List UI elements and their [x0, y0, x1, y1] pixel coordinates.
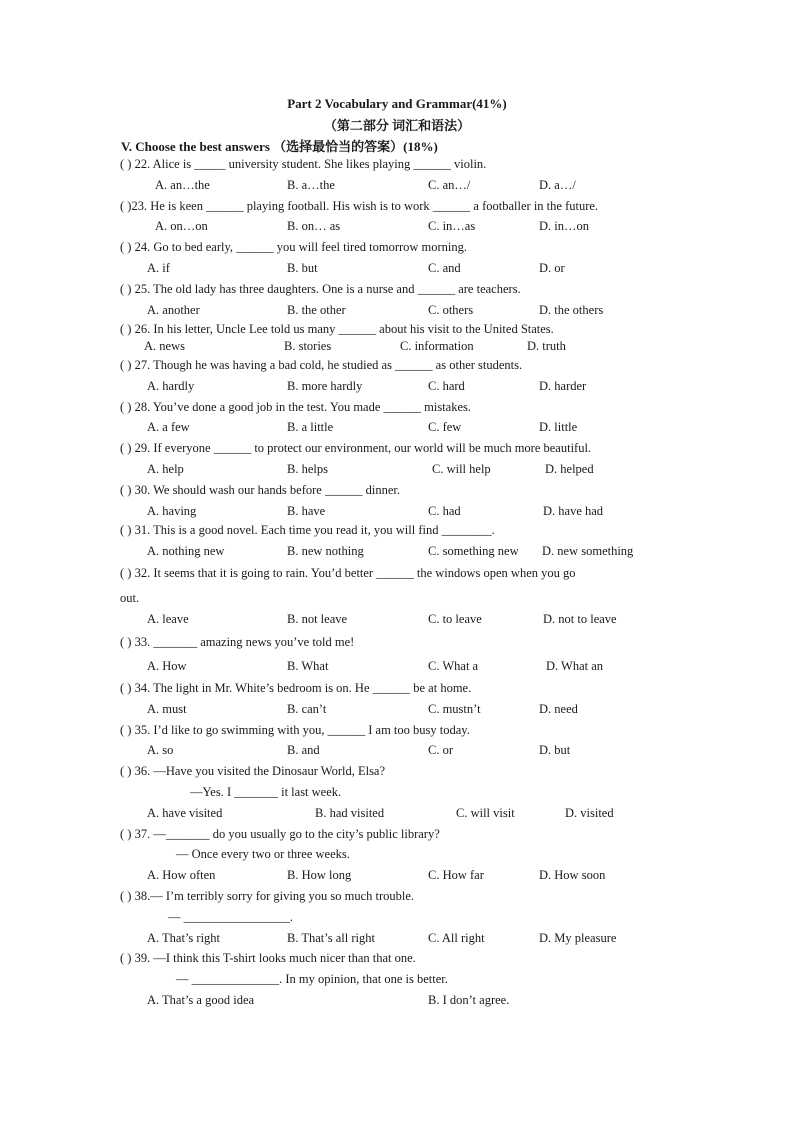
question-28-stem: ( ) 28. You’ve done a good job in the test. You made ______ mistakes. [120, 400, 472, 414]
question-39-response: — ______________. In my opinion, that one is better. [176, 972, 448, 986]
q23-option-b: B. on… as [287, 219, 341, 233]
question-25-stem: ( ) 25. The old lady has three daughters. One is a nurse and ______ are teachers. [120, 282, 521, 296]
q22-option-a: A. an…the [155, 178, 210, 192]
q26-option-d: D. truth [527, 339, 566, 353]
question-24-stem: ( ) 24. Go to bed early, ______ you will feel tired tomorrow morning. [120, 240, 468, 254]
q28-option-b: B. a little [287, 420, 334, 434]
question-37-response: — Once every two or three weeks. [176, 847, 350, 861]
question-33-stem: ( ) 33. _______ amazing news you’ve told me! [120, 635, 355, 649]
question-32-stem: ( ) 32. It seems that it is going to rain. You’d better ______ the windows open when you go [120, 566, 576, 580]
q27-option-c: C. hard [428, 379, 465, 393]
q22-option-d: D. a…/ [539, 178, 576, 192]
q29-option-c: C. will help [432, 462, 491, 476]
q32-option-b: B. not leave [287, 612, 348, 626]
question-29-stem: ( ) 29. If everyone ______ to protect our environment, our world will be much more beautiful. [120, 441, 592, 455]
q30-option-b: B. have [287, 504, 326, 518]
q26-option-a: A. news [144, 339, 185, 353]
q23-option-c: C. in…as [428, 219, 476, 233]
q31-option-a: A. nothing new [147, 544, 225, 558]
question-39-stem: ( ) 39. —I think this T-shirt looks much nicer than that one. [120, 951, 416, 965]
q28-option-a: A. a few [147, 420, 190, 434]
q22-option-b: B. a…the [287, 178, 335, 192]
q24-option-a: A. if [147, 261, 170, 275]
q36-option-d: D. visited [565, 806, 614, 820]
question-34-stem: ( ) 34. The light in Mr. White’s bedroom is on. He ______ be at home. [120, 681, 472, 695]
q36-option-a: A. have visited [147, 806, 223, 820]
question-22-stem: ( ) 22. Alice is _____ university student. She likes playing ______ violin. [120, 157, 487, 171]
q36-option-c: C. will visit [456, 806, 515, 820]
q34-option-d: D. need [539, 702, 578, 716]
q35-option-d: D. but [539, 743, 571, 757]
question-37-stem: ( ) 37. —_______ do you usually go to the city’s public library? [120, 827, 440, 841]
question-27-stem: ( ) 27. Though he was having a bad cold, he studied as ______ as other students. [120, 358, 523, 372]
q37-option-d: D. How soon [539, 868, 606, 882]
q37-option-c: C. How far [428, 868, 484, 882]
q33-option-a: A. How [147, 659, 187, 673]
q35-option-b: B. and [287, 743, 320, 757]
q27-option-d: D. harder [539, 379, 587, 393]
question-38-stem: ( ) 38.— I’m terribly sorry for giving you so much trouble. [120, 889, 415, 903]
q39-option-b: B. I don’t agree. [428, 993, 510, 1007]
q34-option-b: B. can’t [287, 702, 327, 716]
q29-option-d: D. helped [545, 462, 594, 476]
q27-option-a: A. hardly [147, 379, 195, 393]
q30-option-a: A. having [147, 504, 197, 518]
question-36-stem: ( ) 36. —Have you visited the Dinosaur World, Elsa? [120, 764, 386, 778]
q27-option-b: B. more hardly [287, 379, 363, 393]
q35-option-c: C. or [428, 743, 453, 757]
question-30-stem: ( ) 30. We should wash our hands before ______ dinner. [120, 483, 400, 497]
q39-option-a: A. That’s a good idea [147, 993, 255, 1007]
q31-option-b: B. new nothing [287, 544, 364, 558]
q32-option-a: A. leave [147, 612, 189, 626]
q28-option-d: D. little [539, 420, 578, 434]
q30-option-c: C. had [428, 504, 461, 518]
question-35-stem: ( ) 35. I’d like to go swimming with you, ______ I am too busy today. [120, 723, 470, 737]
q23-option-a: A. on…on [155, 219, 208, 233]
question-31-stem: ( ) 31. This is a good novel. Each time you read it, you will find ________. [120, 523, 495, 537]
part-subtitle: （第二部分 词汇和语法） [323, 118, 471, 133]
q26-option-c: C. information [400, 339, 474, 353]
q25-option-a: A. another [147, 303, 200, 317]
q24-option-d: D. or [539, 261, 565, 275]
q37-option-a: A. How often [147, 868, 216, 882]
q30-option-d: D. have had [543, 504, 604, 518]
q22-option-c: C. an…/ [428, 178, 471, 192]
q25-option-d: D. the others [539, 303, 604, 317]
question-36-response: —Yes. I _______ it last week. [190, 785, 342, 799]
q32-option-c: C. to leave [428, 612, 482, 626]
q38-option-d: D. My pleasure [539, 931, 617, 945]
q32-option-d: D. not to leave [543, 612, 617, 626]
q38-option-c: C. All right [428, 931, 485, 945]
q31-option-c: C. something new [428, 544, 519, 558]
q29-option-b: B. helps [287, 462, 328, 476]
q34-option-a: A. must [147, 702, 187, 716]
question-26-stem: ( ) 26. In his letter, Uncle Lee told us many ______ about his visit to the United States. [120, 322, 554, 336]
q38-option-a: A. That’s right [147, 931, 221, 945]
q31-option-d: D. new something [542, 544, 634, 558]
q38-option-b: B. That’s all right [287, 931, 375, 945]
question-38-response: — _________________. [168, 910, 293, 924]
q25-option-c: C. others [428, 303, 474, 317]
part-title: Part 2 Vocabulary and Grammar(41%) [287, 96, 507, 111]
q33-option-b: B. What [287, 659, 329, 673]
q25-option-b: B. the other [287, 303, 346, 317]
question-23-stem: ( )23. He is keen ______ playing football. His wish is to work ______ a footballer in the future. [120, 199, 599, 213]
q29-option-a: A. help [147, 462, 184, 476]
q37-option-b: B. How long [287, 868, 352, 882]
q28-option-c: C. few [428, 420, 462, 434]
question-32-stem-continued: out. [120, 591, 140, 605]
q35-option-a: A. so [147, 743, 174, 757]
q36-option-b: B. had visited [315, 806, 385, 820]
q24-option-b: B. but [287, 261, 318, 275]
q33-option-d: D. What an [546, 659, 604, 673]
section-heading: V. Choose the best answers （选择最恰当的答案）(18%) [121, 139, 438, 154]
q24-option-c: C. and [428, 261, 461, 275]
q33-option-c: C. What a [428, 659, 479, 673]
q23-option-d: D. in…on [539, 219, 589, 233]
q34-option-c: C. mustn’t [428, 702, 481, 716]
q26-option-b: B. stories [284, 339, 332, 353]
